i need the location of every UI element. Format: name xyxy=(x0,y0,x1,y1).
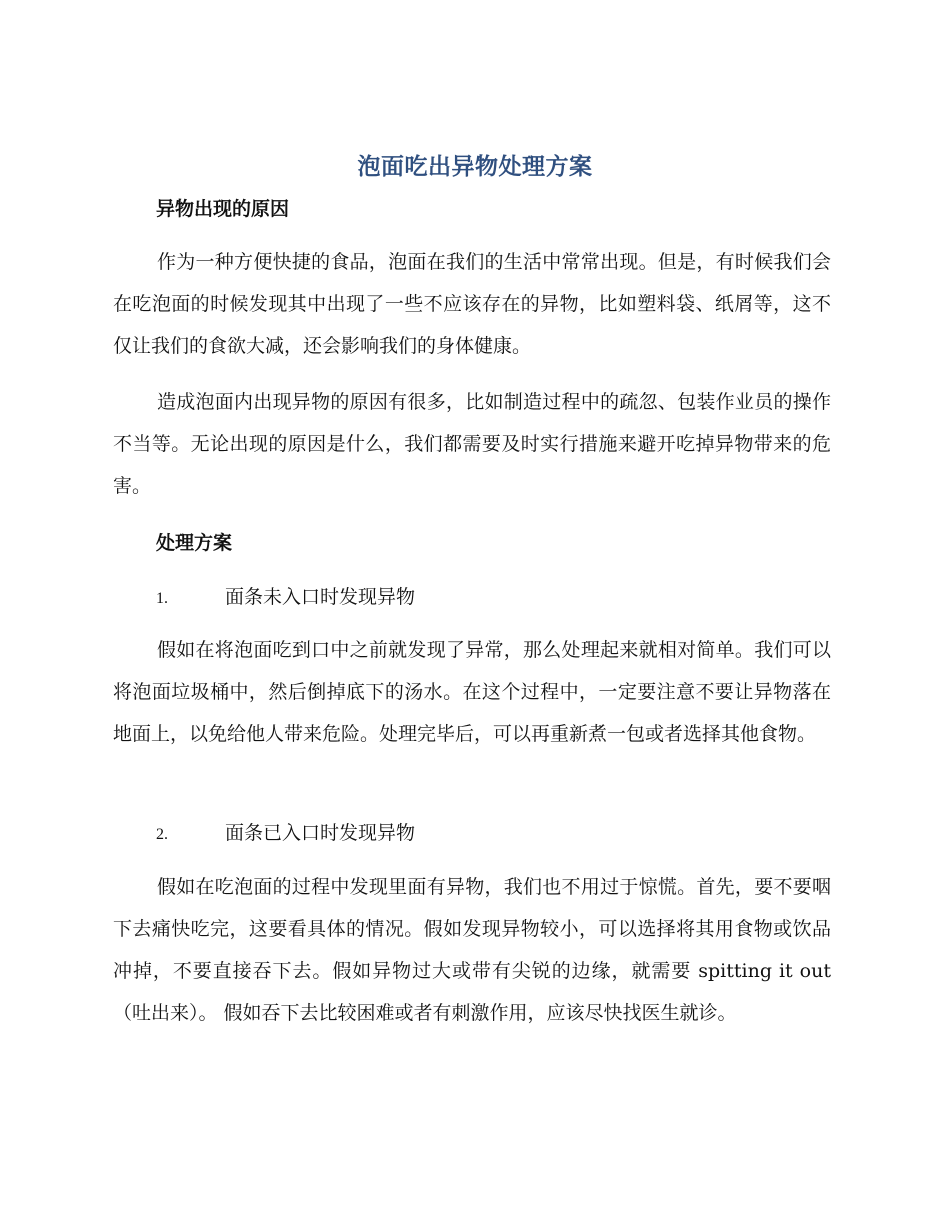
list-number: 2. xyxy=(156,826,168,843)
paragraph-solution-1: 假如在将泡面吃到口中之前就发现了异常，那么处理起来就相对简单。我们可以将泡面垃圾桶中，然后倒掉底下的汤水。在这个过程中，一定要注意不要让异物落在地面上，以免给他人带来危险。处理完毕后，可以再重新煮一包或者选择其他食物。 xyxy=(113,639,831,745)
list-item-1 xyxy=(156,582,415,609)
list-item-label: 面条未入口时发现异物 xyxy=(225,586,416,608)
paragraph-solution-2: 假如在吃泡面的过程中发现里面有异物，我们也不用过于惊慌。首先，要不要咽下去痛快吃完，这要看具体的情况。假如发现异物较小，可以选择将其用食物或饮品冲掉，不要直接吞下去。假如异物过大或带有尖锐的边缘，就需要 spitting it out（吐出来）。 假如吞下去比较困难或者有刺激作用，应该尽快找医生就诊。 xyxy=(113,876,831,1024)
list-number: 1. xyxy=(156,590,168,607)
section-heading-solutions: 处理方案 xyxy=(156,532,233,554)
paragraph-causes-1: 作为一种方便快捷的食品，泡面在我们的生活中常常出现。但是，有时候我们会在吃泡面的时候发现其中出现了一些不应该存在的异物，比如塑料袋、纸屑等，这不仅让我们的食欲大减，还会影响我们的身体健康。 xyxy=(113,251,831,357)
document-title: 泡面吃出异物处理方案 xyxy=(357,154,593,180)
list-item-2 xyxy=(156,818,415,845)
paragraph-causes-2: 造成泡面内出现异物的原因有很多，比如制造过程中的疏忽、包装作业员的操作不当等。无论出现的原因是什么，我们都需要及时实行措施来避开吃掉异物带来的危害。 xyxy=(113,391,831,497)
section-heading-causes: 异物出现的原因 xyxy=(156,198,290,220)
list-item-label: 面条已入口时发现异物 xyxy=(225,822,416,844)
